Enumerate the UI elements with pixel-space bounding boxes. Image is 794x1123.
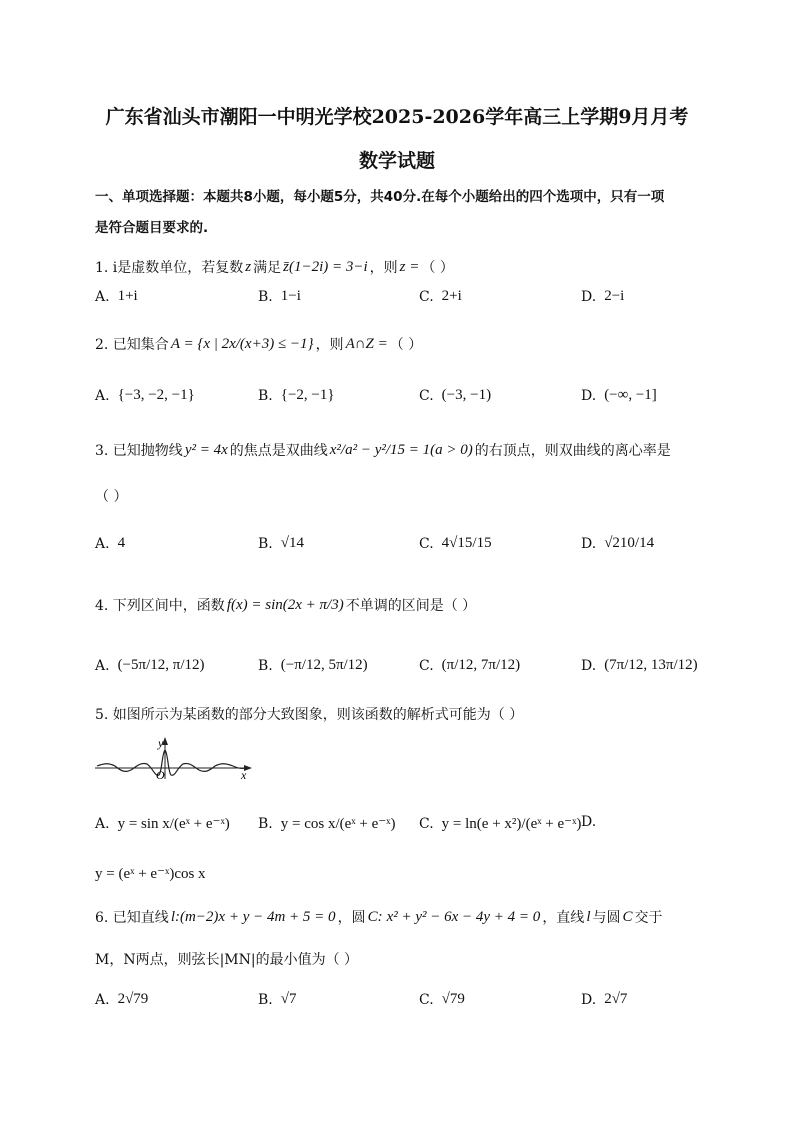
question-6-stem [95, 907, 663, 927]
option-value: {−2, −1} [280, 387, 335, 403]
q2-option-a [95, 387, 195, 404]
option-label: B. [258, 657, 273, 674]
option-label: C. [419, 535, 434, 552]
q4-option-d [581, 657, 698, 674]
q4-text-a: 4. 下列区间中，函数 [95, 598, 225, 614]
option-value: (−∞, −1] [604, 387, 657, 403]
option-value: (7π/12, 13π/12) [604, 657, 698, 673]
origin-label: O [156, 768, 165, 781]
q1-blank: （ ） [421, 260, 454, 276]
option-value: 1−i [280, 288, 301, 304]
question-1-stem [95, 257, 454, 277]
q2-text-a: 2. 已知集合 [95, 337, 169, 353]
option-value: y = sin x/(eˣ + e⁻ˣ) [117, 816, 230, 832]
option-value: (−3, −1) [441, 387, 492, 403]
q2-blank: （ ） [389, 337, 423, 353]
section-heading-line1: 一、单项选择题：本题共8小题，每小题5分，共40分.在每个小题给出的四个选项中，只有一项 [95, 189, 665, 205]
q3-text-c: 的右顶点，则双曲线的离心率是 [474, 443, 671, 459]
option-value: (π/12, 7π/12) [441, 657, 521, 673]
q3-text-b: 的焦点是双曲线 [229, 443, 328, 459]
option-value: y = ln(e + x²)/(eˣ + e⁻ˣ) [441, 816, 582, 832]
option-value: 2√79 [117, 991, 149, 1007]
question-2-stem [95, 334, 422, 354]
option-label: C. [419, 387, 434, 404]
q4-option-a [95, 657, 205, 674]
q6-stem-cont: M，N两点，则弦长|MN|的最小值为（ ） [95, 952, 359, 968]
q5-option-c [419, 814, 581, 833]
q2-option-c [419, 387, 491, 404]
y-axis-label: y [158, 736, 164, 750]
q3-option-b [258, 535, 304, 552]
option-value: y = (eˣ + e⁻ˣ)cos x [95, 866, 206, 882]
x-axis-label: x [241, 768, 247, 781]
q2-text-b: ，则 [315, 337, 344, 353]
q6-option-c [419, 991, 465, 1008]
q2-math-set: A = {x | 2x/(x+3) ≤ −1} [170, 335, 314, 352]
q1-math-zeq: z = [399, 258, 420, 275]
q5-option-d-value [95, 864, 206, 883]
q1-option-b [258, 288, 301, 305]
q2-option-d [581, 387, 657, 404]
option-label: B. [258, 815, 273, 832]
q6-math-circle: x² + y² − 6x − 4y + 4 = 0 [386, 908, 541, 925]
q6-text-e: 交于 [634, 910, 663, 926]
q1-math-eq: z̄(1−2i) = 3−i [283, 258, 368, 275]
option-label: D. [581, 535, 597, 552]
function-graph [95, 735, 255, 781]
option-value: √7 [280, 991, 297, 1007]
option-label: D. [581, 814, 597, 830]
q6-math-c: C: [367, 908, 383, 925]
q4-option-c [419, 657, 520, 674]
q6-option-a [95, 991, 148, 1008]
q1-option-d [581, 288, 624, 305]
q3-option-c [419, 535, 492, 552]
q6-option-b [258, 991, 296, 1008]
page-title: 广东省汕头市潮阳一中明光学校2025-2026学年高三上学期9月月考 [105, 106, 689, 128]
option-label: A. [95, 288, 110, 305]
q6-text-a: 6. 已知直线 [95, 910, 169, 926]
q1-text-b: 满足 [253, 260, 282, 276]
option-label: C. [419, 288, 434, 305]
option-value: {−3, −2, −1} [117, 387, 195, 403]
q1-math-z: z [245, 258, 252, 275]
option-label: B. [258, 387, 273, 404]
q6-text-c: ，直线 [542, 910, 585, 926]
q6-math-l: l [586, 908, 591, 925]
q6-math-c2: C [622, 908, 633, 925]
question-5-stem [95, 704, 523, 724]
q1-option-a [95, 288, 138, 305]
q5-text: 5. 如图所示为某函数的部分大致图象，则该函数的解析式可能为（ ） [95, 707, 524, 723]
page-subtitle: 数学试题 [358, 150, 435, 172]
option-label: B. [258, 535, 273, 552]
option-value: (−π/12, 5π/12) [280, 657, 368, 673]
option-label: D. [581, 991, 597, 1008]
q6-math-line: l:(m−2)x + y − 4m + 5 = 0 [170, 908, 336, 925]
curve [97, 750, 245, 775]
option-value: (−5π/12, π/12) [117, 657, 205, 673]
q1-text-c: ，则 [369, 260, 398, 276]
option-label: D. [581, 288, 597, 305]
question-4-stem [95, 595, 476, 615]
option-value: √14 [280, 535, 304, 551]
option-value: 2+i [441, 288, 462, 304]
q1-text-a: 1. i是虚数单位，若复数 [95, 260, 244, 276]
option-value: √79 [441, 991, 465, 1007]
option-label: B. [258, 991, 273, 1008]
option-value: 4 [117, 535, 126, 551]
option-value: y = cos x/(eˣ + e⁻ˣ) [280, 816, 396, 832]
option-value: √210/14 [604, 535, 655, 551]
option-value: 2−i [604, 288, 625, 304]
q4-math-func: f(x) = sin(2x + π/3) [226, 596, 344, 613]
q2-math-intersect: A∩Z = [345, 335, 388, 352]
option-label: A. [95, 815, 110, 832]
q5-option-d [581, 814, 604, 830]
q3-option-d [581, 535, 654, 552]
q3-option-a [95, 535, 125, 552]
section-heading-line2: 是符合题目要求的. [95, 220, 209, 236]
question-3-stem [95, 440, 671, 460]
q3-text-a: 3. 已知抛物线 [95, 443, 183, 459]
q6-text-d: 与圆 [592, 910, 621, 926]
option-label: A. [95, 657, 110, 674]
q4-text-b: 不单调的区间是（ ） [345, 598, 477, 614]
option-label: A. [95, 991, 110, 1008]
option-label: A. [95, 535, 110, 552]
option-label: C. [419, 815, 434, 832]
q2-option-b [258, 387, 335, 404]
option-value: 2√7 [604, 991, 628, 1007]
q6-text-b: ，圆 [337, 910, 366, 926]
q6-option-d [581, 991, 627, 1008]
q3-math-parabola: y² = 4x [184, 441, 228, 458]
q5-option-a [95, 814, 230, 833]
q3-blank: （ ） [95, 489, 128, 505]
q1-option-c [419, 288, 462, 305]
option-label: D. [581, 387, 597, 404]
option-label: C. [419, 991, 434, 1008]
option-label: C. [419, 657, 434, 674]
option-label: A. [95, 387, 110, 404]
q4-option-b [258, 657, 368, 674]
option-label: D. [581, 657, 597, 674]
option-value: 4√15/15 [441, 535, 492, 551]
q3-math-hyperbola: x²/a² − y²/15 = 1(a > 0) [329, 441, 473, 458]
option-value: 1+i [117, 288, 138, 304]
option-label: B. [258, 288, 273, 305]
q5-option-b [258, 814, 395, 833]
